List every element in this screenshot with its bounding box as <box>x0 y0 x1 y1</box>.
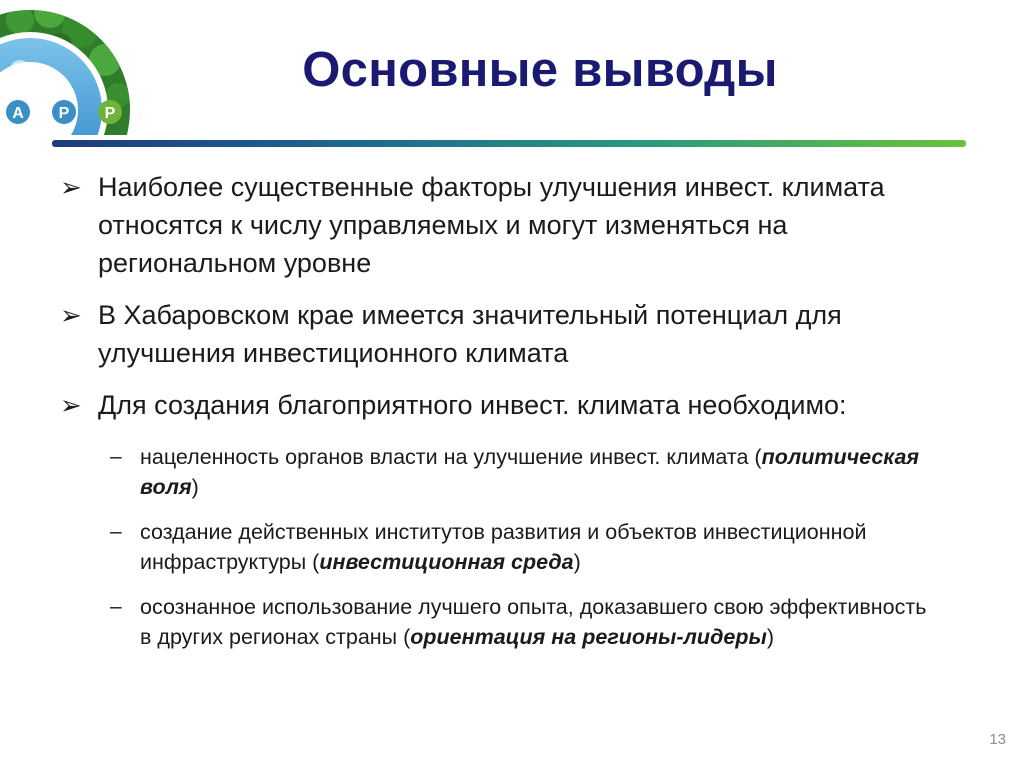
slide-title: Основные выводы <box>302 43 778 97</box>
bullet-item <box>58 386 938 424</box>
slide-title-container <box>0 42 1024 98</box>
subbullet-emphasis: инвестиционная среда <box>319 550 574 574</box>
subbullet-emphasis: политическая воля <box>140 445 920 499</box>
dash-bullet-icon: – <box>110 445 122 468</box>
dash-bullet-icon: – <box>110 595 122 618</box>
arrow-bullet-icon: ➢ <box>60 300 82 330</box>
logo-letter: P <box>104 105 116 122</box>
subbullet-text: осознанное использование лучшего опыта, доказавшего свою эффективность в других регионах страны ( <box>140 595 927 649</box>
subbullet-text: создание действенных институтов развития и объектов инвестиционной инфраструктуры ( <box>140 520 867 574</box>
arrow-bullet-icon: ➢ <box>60 390 82 420</box>
bullet-item <box>58 296 938 372</box>
dash-bullet-icon: – <box>110 520 122 543</box>
logo-letter: P <box>58 105 70 122</box>
subbullet-item <box>110 442 938 502</box>
subbullet-tail: ) <box>191 475 199 499</box>
bullet-text: Наиболее существенные факторы улучшения инвест. климата относятся к числу управляемых и могут изменяться на региональном уровне <box>98 172 885 278</box>
subbullet-tail: ) <box>573 550 581 574</box>
page-number: 13 <box>989 731 1006 748</box>
subbullet-tail: ) <box>766 625 774 649</box>
title-divider <box>52 140 966 147</box>
subbullet-text: нацеленность органов власти на улучшение инвест. климата ( <box>140 445 762 469</box>
bullet-text: Для создания благоприятного инвест. климата необходимо: <box>98 390 847 420</box>
bullet-text: В Хабаровском крае имеется значительный потенциал для улучшения инвестиционного климата <box>98 300 842 368</box>
slide-body <box>58 168 938 667</box>
logo-letter: A <box>12 105 24 122</box>
subbullet-item <box>110 517 938 577</box>
subbullet-item <box>110 592 938 652</box>
arrow-bullet-icon: ➢ <box>60 172 82 202</box>
subbullet-emphasis: ориентация на регионы-лидеры <box>410 625 767 649</box>
bullet-item <box>58 168 938 282</box>
